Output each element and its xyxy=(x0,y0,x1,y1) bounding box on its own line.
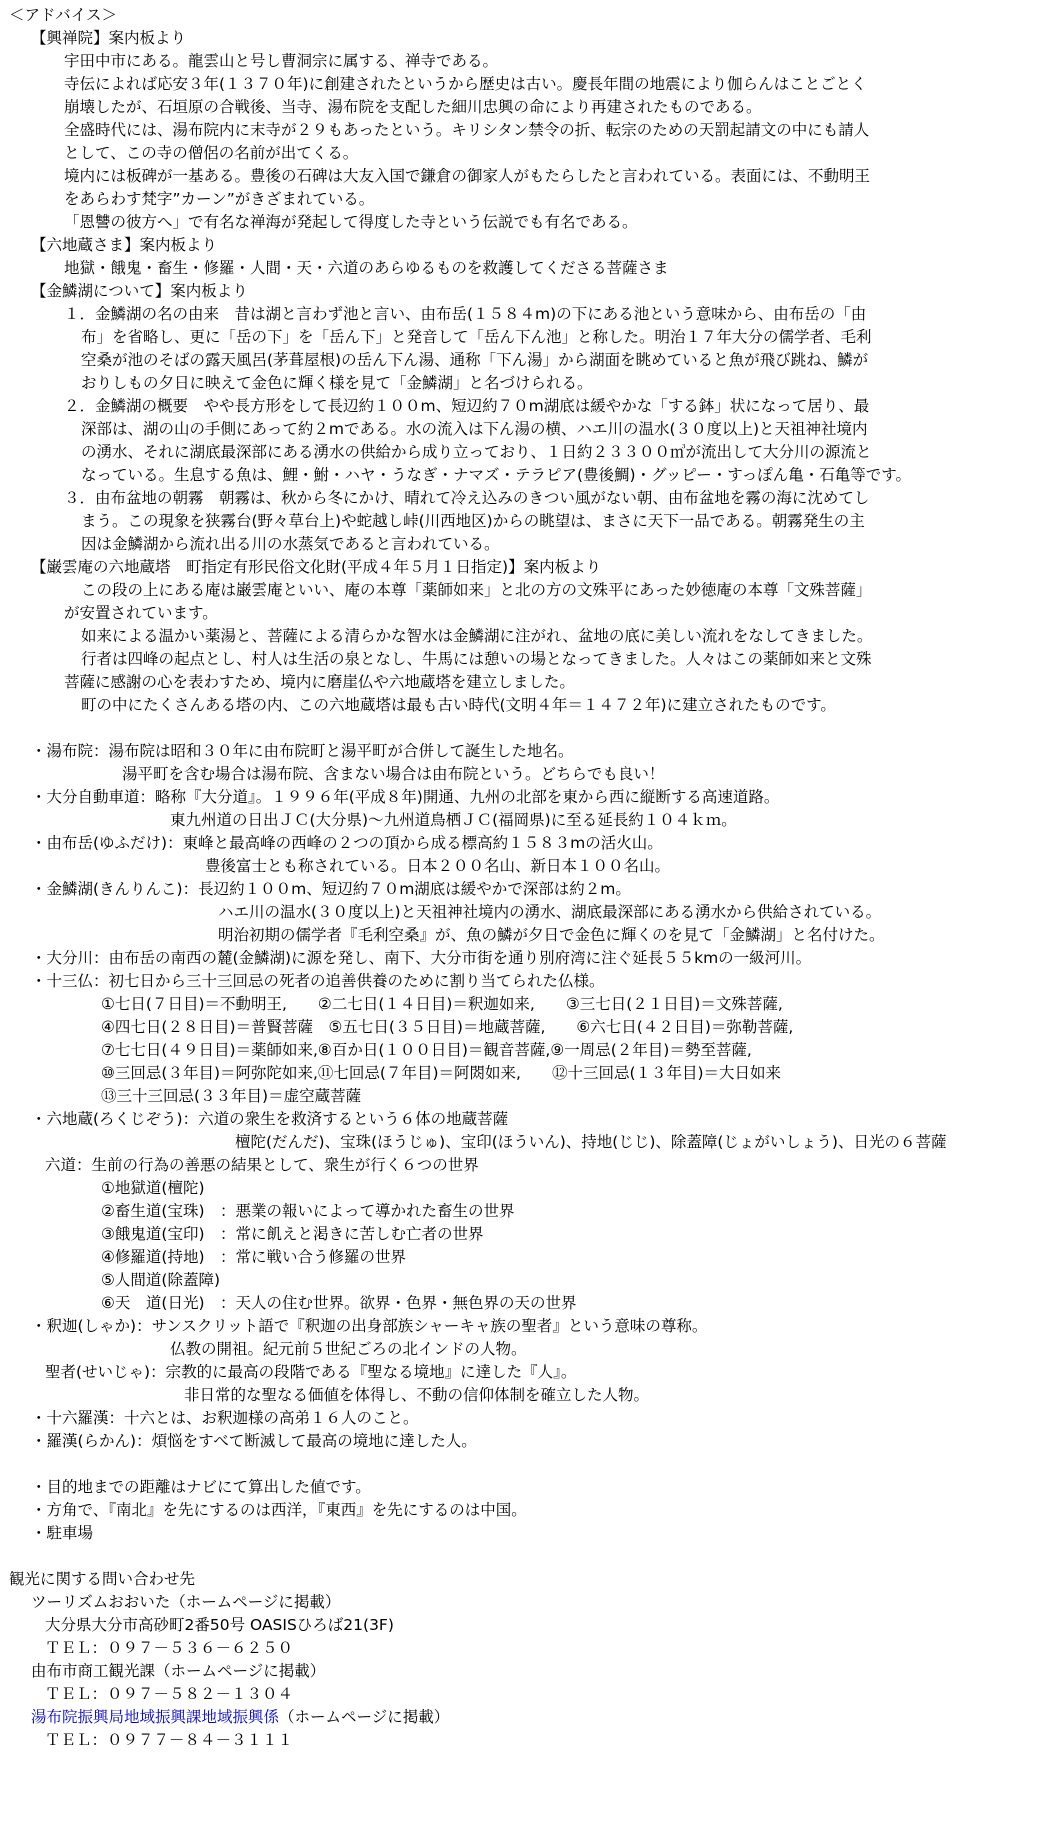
kozenin-line: 境内には板碑が一基ある。豊後の石碑は大友入国で鎌倉の御家人がもたらしたと言われている。表面には、不動明王 xyxy=(64,167,871,185)
ganunan-line: 如来による温かい薬湯と、菩薩による清らかな智水は金鱗湖に注がれ、盆地の底に美しい流れをなしてきました。 xyxy=(81,627,873,645)
note-line: ・羅漢(らかん)：煩悩をすべて断滅して最高の境地に達した人。 xyxy=(31,1432,477,1450)
note-line: 仏教の開祖。紀元前５世紀ごろの北インドの人物。 xyxy=(170,1340,527,1358)
kozenin-line: 崩壊したが、石垣原の合戦後、当寺、湯布院を支配した細川忠興の命により再建されたものである。 xyxy=(64,98,762,116)
kozenin-line: 全盛時代には、湯布院内に末寺が２９もあったという。キリシタン禁令の折、転宗のための天罰起請文の中にも請人 xyxy=(64,121,870,139)
note-line: 豊後富士とも称されている。日本２００名山、新日本１００名山。 xyxy=(205,857,671,875)
note-line: ・大分自動車道：略称『大分道』。１９９６年(平成８年)開通、九州の北部を東から西に縦断する高速道路。 xyxy=(31,788,780,806)
note-line: ・釈迦(しゃか)：サンスクリット語で『釈迦の出身部族シャーキャ族の聖者』という意味の尊称。 xyxy=(31,1317,708,1335)
misc-line: ・目的地までの距離はナビにて算出した値です。 xyxy=(31,1478,371,1496)
note-line: ・金鱗湖(きんりんこ)：長辺約１００m、短辺約７０m湖底は緩やかで深部は約２m。 xyxy=(31,880,631,898)
kinrinko-line: まう。この現象を狭霧台(野々草台上)や蛇越し峠(川西地区)からの眺望は、まさに天下一品である。朝霧発生の主 xyxy=(81,512,865,530)
note-line: ・湯布院：湯布院は昭和３０年に由布院町と湯平町が合併して誕生した地名。 xyxy=(31,742,574,760)
note-line: 東九州道の日出ＪＣ(大分県)～九州道鳥栖ＪＣ(福岡県)に至る延長約１０４ｋｍ。 xyxy=(170,811,737,829)
contact-org-yufu-city: 由布市商工観光課（ホームページに掲載） xyxy=(31,1662,326,1680)
contact-tel: ＴＥＬ：０９７－５８２－１３０４ xyxy=(45,1685,294,1703)
kozenin-line: 宇田中市にある。龍雲山と号し曹洞宗に属する、禅寺である。 xyxy=(64,52,499,70)
note-line: 湯平町を含む場合は湯布院、含まない場合は由布院という。どちらでも良い！ xyxy=(122,765,665,783)
note-line: 聖者(せいじゃ)：宗教的に最高の段階である『聖なる境地』に達した『人』。 xyxy=(45,1363,577,1381)
kinrinko-line: おりしもの夕日に映えて金色に輝く様を見て「金鱗湖」と名づけられる。 xyxy=(81,374,593,392)
kinrinko-line: ２．金鱗湖の概要 やや長方形をして長辺約１００m、短辺約７０m湖底は緩やかな「する鉢」状になって居り、最 xyxy=(64,397,870,415)
note-line: ⑥天 道(日光) ：天人の住む世界。欲界・色界・無色界の天の世界 xyxy=(101,1294,577,1312)
kinrinko-line: なっている。生息する魚は、鯉・鮒・ハヤ・うなぎ・ナマズ・テラピア(豊後鯛)・グッピー・すっぽん亀・石亀等です。 xyxy=(81,466,912,484)
contact-org-yufuin-office xyxy=(31,1706,449,1729)
note-line: ・由布岳(ゆふだけ)：東峰と最高峰の西峰の２つの頂から成る標高約１５８３mの活火山。 xyxy=(31,834,663,852)
note-line: 明治初期の儒学者『毛利空桑』が、魚の鱗が夕日で金色に輝くのを見て「金鱗湖」と名付けた。 xyxy=(218,926,885,944)
note-line: ①七日(７日目)＝不動明王, ②二七日(１４日目)＝釈迦如来, ③三七日(２１日目)＝文殊菩薩, xyxy=(101,995,783,1013)
contact-heading: 観光に関する問い合わせ先 xyxy=(9,1570,196,1588)
ganunan-line: 菩薩に感謝の心を表わすため、境内に磨崖仏や六地蔵塔を建立しました。 xyxy=(64,673,575,691)
kinrinko-line: の湧水、それに湖底最深部にある湧水の供給から成り立っており、１日約２３３００㎥が流出して大分川の源流と xyxy=(81,443,872,461)
homepage-note: （ホームページに掲載） xyxy=(279,1708,450,1726)
advice-header: ＜アドバイス＞ xyxy=(9,6,118,24)
note-line: ①地獄道(檀陀) xyxy=(101,1179,205,1197)
note-line: ④修羅道(持地) ：常に戦い合う修羅の世界 xyxy=(101,1248,406,1266)
kinrinko-line: １．金鱗湖の名の由来 昔は湖と言わず池と言い、由布岳(１５８４m)の下にある池という意味から、由布岳の「由 xyxy=(64,305,867,323)
rokujizo-title: 【六地蔵さま】案内板より xyxy=(31,236,218,254)
note-line: ③餓鬼道(宝印) ：常に飢えと渇きに苦しむ亡者の世界 xyxy=(101,1225,484,1243)
kinrinko-line: 布」を省略し、更に「岳の下」を「岳ん下」と発音して「岳ん下ん池」と称した。明治１７年大分の儒学者、毛利 xyxy=(81,328,872,346)
kinrinko-title: 【金鱗湖について】案内板より xyxy=(31,282,248,300)
yufuin-office-link[interactable]: 湯布院振興局地域振興課地域振興係 xyxy=(31,1708,280,1726)
note-line: ・十三仏：初七日から三十三回忌の死者の追善供養のために割り当てられた仏様。 xyxy=(31,972,605,990)
contact-address: 大分県大分市高砂町2番50号 OASISひろば21(3F) xyxy=(45,1616,394,1634)
kinrinko-line: 空桑が池のそばの露天風呂(茅葺屋根)の岳ん下ん湯、通称「下ん湯」から湖面を眺めていると魚が飛び跳ね、鱗が xyxy=(81,351,869,369)
note-line: ⑦七七日(４９日目)＝薬師如来,⑧百か日(１００日目)＝観音菩薩,⑨一周忌(２年目)＝勢至菩薩, xyxy=(101,1041,752,1059)
kozenin-line: として、この寺の僧侶の名前が出てくる。 xyxy=(64,144,359,162)
note-line: ⑬三十三回忌(３３年目)＝虚空蔵菩薩 xyxy=(101,1087,362,1105)
kozenin-title: 【興禅院】案内板より xyxy=(31,29,187,47)
rokujizo-line: 地獄・餓鬼・畜生・修羅・人間・天・六道のあらゆるものを救護してくださる菩薩さま xyxy=(64,259,669,277)
misc-line: ・駐車場 xyxy=(31,1524,94,1542)
note-line: ②畜生道(宝珠) ：悪業の報いによって導かれた畜生の世界 xyxy=(101,1202,515,1220)
kozenin-line: 「恩讐の彼方へ」で有名な禅海が発起して得度した寺という伝説でも有名である。 xyxy=(64,213,638,231)
note-line: ④四七日(２８日目)＝普賢菩薩 ⑤五七日(３５日目)＝地蔵菩薩, ⑥六七日(４２日目)＝弥勒菩薩, xyxy=(101,1018,794,1036)
note-line: ⑤人間道(除蓋障) xyxy=(101,1271,220,1289)
ganunan-line: 町の中にたくさんある塔の内、この六地蔵塔は最も古い時代(文明４年＝１４７２年)に建立されたものです。 xyxy=(81,696,836,714)
note-line: ハエ川の温水(３０度以上)と天祖神社境内の湧水、湖底最深部にある湧水から供給されている。 xyxy=(218,903,882,921)
note-line: 檀陀(だんだ)、宝珠(ほうじゅ)、宝印(ほういん)、持地(じじ)、除蓋障(じょがいしょう)、日光の６菩薩 xyxy=(235,1133,947,1151)
ganunan-title: 【巌雲庵の六地蔵塔 町指定有形民俗文化財(平成４年５月１日指定)】案内板より xyxy=(31,558,602,576)
contact-org-tourism-oita: ツーリズムおおいた（ホームページに掲載） xyxy=(31,1593,341,1611)
note-line: ・大分川：由布岳の南西の麓(金鱗湖)に源を発し、南下、大分市街を通り別府湾に注ぐ延長５５kmの一級河川。 xyxy=(31,949,812,967)
note-line: ・六地蔵(ろくじぞう)：六道の衆生を救済するという６体の地蔵菩薩 xyxy=(31,1110,509,1128)
kinrinko-line: ３．由布盆地の朝霧 朝霧は、秋から冬にかけ、晴れて冷え込みのきつい風がない朝、由布盆地を霧の海に沈めてし xyxy=(64,489,870,507)
kozenin-line: をあらわす梵字”カーン”がきざまれている。 xyxy=(64,190,375,208)
kozenin-line: 寺伝によれば応安３年(１３７０年)に創建されたというから歴史は古い。慶長年間の地震により伽らんはことごとく xyxy=(64,75,867,93)
contact-tel: ＴＥＬ：０９７７－８４－３１１１ xyxy=(45,1731,294,1749)
ganunan-line: が安置されています。 xyxy=(64,604,218,622)
note-line: 六道：生前の行為の善悪の結果として、衆生が行く６つの世界 xyxy=(45,1156,479,1174)
contact-tel: ＴＥＬ：０９７－５３６－６２５０ xyxy=(45,1639,294,1657)
ganunan-line: この段の上にある庵は巌雲庵といい、庵の本尊「薬師如来」と北の方の文殊平にあった妙徳庵の本尊「文殊菩薩」 xyxy=(81,581,872,599)
kinrinko-line: 因は金鱗湖から流れ出る川の水蒸気であると言われている。 xyxy=(81,535,500,553)
note-line: ・十六羅漢：十六とは、お釈迦様の高弟１６人のこと。 xyxy=(31,1409,419,1427)
note-line: ⑩三回忌(３年目)＝阿弥陀如来,⑪七回忌(７年目)＝阿閦如来, ⑫十三回忌(１３年目)＝大日如来 xyxy=(101,1064,782,1082)
ganunan-line: 行者は四峰の起点とし、村人は生活の泉となし、牛馬には憩いの場となってきました。人々はこの薬師如来と文殊 xyxy=(81,650,872,668)
misc-line: ・方角で、『南北』を先にするのは西洋，『東西』を先にするのは中国。 xyxy=(31,1501,527,1519)
note-line: 非日常的な聖なる価値を体得し、不動の信仰体制を確立した人物。 xyxy=(184,1386,650,1404)
kinrinko-line: 深部は、湖の山の手側にあって約２mである。水の流入は下ん湯の横、ハエ川の温水(３０度以上)と天祖神社境内 xyxy=(81,420,868,438)
